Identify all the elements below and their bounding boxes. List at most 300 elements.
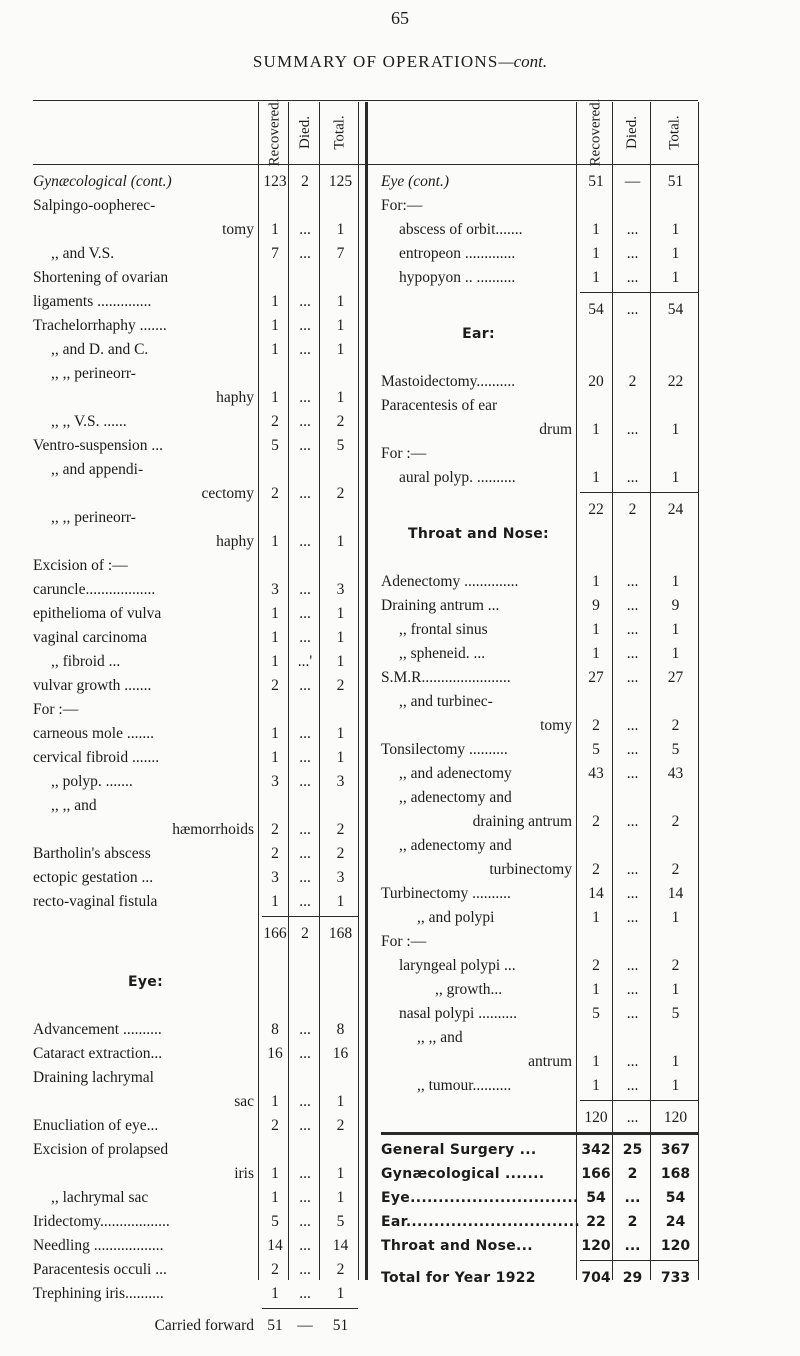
- total-cell: 54: [667, 301, 684, 318]
- table-row: [0, 858, 800, 882]
- recovered-cell: 1: [271, 1093, 279, 1110]
- row-label: antrum: [528, 1053, 572, 1070]
- total-cell: 2: [336, 1117, 345, 1134]
- row-label: For :—: [381, 445, 427, 462]
- total-cell: 2: [336, 413, 345, 430]
- recovered-cell: 20: [588, 373, 604, 390]
- recovered-cell: 120: [584, 1109, 608, 1126]
- subtotal-rule: [580, 292, 698, 293]
- recovered-cell: 1: [271, 749, 279, 766]
- recovered-cell: 3: [271, 581, 279, 598]
- column-header-label: Total.: [666, 114, 683, 150]
- table-row: [0, 1050, 800, 1074]
- died-cell: ...: [299, 1117, 311, 1134]
- total-cell: 27: [667, 669, 684, 686]
- died-cell: ...: [299, 293, 311, 310]
- total-cell: 2: [336, 845, 345, 862]
- row-label: Enucliation of eye...: [33, 1117, 159, 1134]
- total-cell: 1: [336, 725, 345, 742]
- table-row: [0, 1106, 800, 1130]
- recovered-cell: 1: [271, 725, 279, 742]
- died-cell: ...: [626, 957, 639, 974]
- total-cell: 1: [336, 1093, 345, 1110]
- table-row: [0, 882, 800, 906]
- died-cell: ...: [626, 301, 639, 318]
- table-row: [0, 714, 800, 738]
- row-label: Needling ..................: [33, 1237, 164, 1254]
- row-label: Paracentesis occuli ...: [33, 1261, 167, 1278]
- recovered-cell: 1: [271, 317, 279, 334]
- died-cell: ...: [626, 1005, 639, 1022]
- died-cell: ...: [299, 389, 311, 406]
- row-label: ectopic gestation ...: [33, 869, 154, 886]
- table-row: [0, 546, 800, 570]
- total-cell: 22: [667, 373, 684, 390]
- row-label: ,, adenectomy and: [399, 789, 512, 806]
- total-cell: 1: [336, 317, 345, 334]
- row-label: hypopyon .. ..........: [399, 269, 516, 286]
- recovered-cell: 1: [271, 293, 279, 310]
- died-cell: ...: [626, 645, 639, 662]
- column-header: [615, 100, 650, 164]
- died-cell: ...: [299, 605, 311, 622]
- summary-row: [0, 1186, 800, 1210]
- died-cell: ...: [299, 245, 311, 262]
- total-cell: 1: [671, 909, 680, 926]
- section-heading: [0, 522, 800, 546]
- died-cell: ...: [299, 1237, 311, 1254]
- recovered-cell: 2: [592, 717, 600, 734]
- row-label: haphy: [216, 533, 254, 550]
- died-cell: ...: [626, 597, 639, 614]
- died-cell: ...: [626, 765, 639, 782]
- died-cell: 2: [627, 1214, 638, 1230]
- recovered-cell: 166: [581, 1166, 611, 1182]
- recovered-cell: 2: [592, 813, 600, 830]
- table-row: [0, 1002, 800, 1026]
- row-label: Cataract extraction...: [33, 1045, 163, 1062]
- died-cell: ...': [297, 653, 313, 670]
- died-cell: ...: [299, 1093, 311, 1110]
- died-cell: ...: [299, 1165, 311, 1182]
- row-label: Tonsilectomy ..........: [381, 741, 508, 758]
- died-cell: ...: [299, 581, 311, 598]
- recovered-cell: 2: [271, 677, 279, 694]
- row-label: Shortening of ovarian: [33, 269, 169, 286]
- died-cell: ...: [299, 845, 311, 862]
- total-cell: 24: [667, 501, 684, 518]
- total-cell: 51: [332, 1317, 349, 1334]
- died-cell: ...: [626, 861, 639, 878]
- row-label: epithelioma of vulva: [33, 605, 162, 622]
- table-row: [0, 466, 800, 490]
- total-cell: 2: [336, 1261, 345, 1278]
- table-row: [0, 786, 800, 810]
- row-label: Throat and Nose:: [408, 526, 549, 542]
- table-row: [0, 570, 800, 594]
- row-label: turbinectomy: [489, 861, 572, 878]
- total-cell: 1: [671, 1053, 680, 1070]
- row-label: Trephining iris..........: [33, 1285, 164, 1302]
- row-label: Carried forward: [154, 1317, 254, 1334]
- recovered-cell: 166: [263, 925, 287, 942]
- summary-row: [0, 1266, 800, 1290]
- table-row: [0, 298, 800, 322]
- row-label: ,, and adenectomy: [399, 765, 512, 782]
- died-cell: ...: [626, 421, 639, 438]
- table-row: [0, 642, 800, 666]
- row-label: Eye:: [128, 974, 163, 990]
- total-cell: 1: [336, 1189, 345, 1206]
- column-header: [291, 100, 319, 164]
- row-label: ,, growth...: [435, 981, 503, 998]
- died-cell: ...: [299, 869, 311, 886]
- died-cell: ...: [299, 317, 311, 334]
- row-label: Throat and Nose...: [381, 1238, 533, 1254]
- row-label: Eye..............................: [381, 1190, 579, 1206]
- total-cell: 14: [332, 1237, 349, 1254]
- total-cell: 2: [336, 485, 345, 502]
- recovered-cell: 22: [588, 501, 604, 518]
- total-cell: 1: [336, 605, 345, 622]
- recovered-cell: 1: [592, 421, 600, 438]
- recovered-cell: 1: [592, 909, 600, 926]
- recovered-cell: 1: [271, 893, 279, 910]
- title-main: SUMMARY OF OPERATIONS: [252, 52, 499, 71]
- total-cell: 1: [336, 1285, 345, 1302]
- total-cell: 1: [671, 221, 680, 238]
- recovered-cell: 704: [581, 1270, 611, 1286]
- total-cell: 2: [671, 813, 680, 830]
- total-cell: 168: [660, 1166, 691, 1182]
- died-cell: 2: [301, 173, 309, 190]
- recovered-cell: 1: [271, 533, 279, 550]
- recovered-cell: 1: [271, 1189, 279, 1206]
- row-label: vaginal carcinoma: [33, 629, 148, 646]
- row-label: Salpingo-oopherec-: [33, 197, 156, 214]
- died-cell: ...: [299, 677, 311, 694]
- total-cell: 2: [671, 861, 680, 878]
- total-cell: 14: [667, 885, 684, 902]
- total-cell: 1: [671, 981, 680, 998]
- died-cell: 25: [622, 1142, 643, 1158]
- recovered-cell: 1: [271, 653, 279, 670]
- died-cell: 2: [628, 501, 637, 518]
- total-cell: 1: [671, 621, 680, 638]
- recovered-cell: 1: [271, 221, 279, 238]
- total-cell: 1: [671, 1077, 680, 1094]
- died-cell: ...: [299, 725, 311, 742]
- row-label: For :—: [33, 701, 79, 718]
- row-label: tomy: [540, 717, 572, 734]
- total-cell: 3: [336, 869, 345, 886]
- total-cell: 1: [336, 653, 345, 670]
- died-cell: ...: [299, 1021, 311, 1038]
- died-cell: —: [624, 173, 641, 190]
- row-label: ,, and polypi: [417, 909, 495, 926]
- row-label: Total for Year 1922: [381, 1270, 536, 1286]
- recovered-cell: 14: [588, 885, 604, 902]
- total-cell: 1: [336, 389, 345, 406]
- total-cell: 367: [660, 1142, 691, 1158]
- subtotal-rule: [580, 1260, 698, 1261]
- recovered-cell: 16: [267, 1045, 283, 1062]
- recovered-cell: 1: [271, 341, 279, 358]
- row-label: recto-vaginal fistula: [33, 893, 158, 910]
- row-label: ,, tumour..........: [417, 1077, 512, 1094]
- total-cell: 54: [665, 1190, 686, 1206]
- died-cell: ...: [626, 717, 639, 734]
- row-label: vulvar growth .......: [33, 677, 152, 694]
- recovered-cell: 1: [592, 621, 600, 638]
- total-cell: 2: [336, 821, 345, 838]
- died-cell: ...: [626, 1077, 639, 1094]
- total-cell: 1: [336, 893, 345, 910]
- total-cell: 1: [671, 645, 680, 662]
- recovered-cell: 1: [271, 1285, 279, 1302]
- table-row: [0, 762, 800, 786]
- table-row: [0, 346, 800, 370]
- recovered-cell: 1: [592, 573, 600, 590]
- total-cell: 1: [671, 245, 680, 262]
- total-cell: 5: [671, 1005, 680, 1022]
- row-label: hæmorrhoids: [172, 821, 254, 838]
- summary-row: [0, 1234, 800, 1258]
- total-cell: 8: [336, 1021, 345, 1038]
- table-row: [0, 810, 800, 834]
- recovered-cell: 54: [588, 301, 604, 318]
- died-cell: ...: [299, 485, 311, 502]
- total-cell: 1: [336, 1165, 345, 1182]
- row-label: For:—: [381, 197, 423, 214]
- total-cell: 5: [671, 741, 680, 758]
- recovered-cell: 7: [271, 245, 279, 262]
- recovered-cell: 54: [586, 1190, 606, 1206]
- table-row: [0, 906, 800, 930]
- recovered-cell: 3: [271, 773, 279, 790]
- row-label: Ear...............................: [381, 1214, 580, 1230]
- died-cell: ...: [299, 1189, 311, 1206]
- row-label: Excision of prolapsed: [33, 1141, 169, 1158]
- row-label: nasal polypi ..........: [399, 1005, 517, 1022]
- recovered-cell: 1: [592, 1077, 600, 1094]
- column-header-label: Died.: [623, 115, 640, 149]
- died-cell: ...: [299, 629, 311, 646]
- recovered-cell: 1: [271, 389, 279, 406]
- table-row: [0, 978, 800, 1002]
- table-row: [0, 930, 800, 954]
- died-cell: ...: [626, 909, 639, 926]
- row-label: carneous mole .......: [33, 725, 154, 742]
- column-header-label: Died.: [296, 115, 313, 149]
- total-cell: 7: [336, 245, 345, 262]
- row-label: drum: [539, 421, 572, 438]
- died-cell: ...: [299, 221, 311, 238]
- table-row: [0, 418, 800, 442]
- row-label: abscess of orbit.......: [399, 221, 523, 238]
- died-cell: ...: [626, 741, 639, 758]
- row-label: Bartholin's abscess: [33, 845, 151, 862]
- recovered-cell: 1: [592, 469, 600, 486]
- total-cell: 1: [336, 221, 345, 238]
- total-cell: 120: [663, 1109, 688, 1126]
- died-cell: ...: [299, 749, 311, 766]
- died-cell: ...: [624, 1190, 641, 1206]
- row-label: For :—: [381, 933, 427, 950]
- died-cell: ...: [626, 221, 639, 238]
- total-cell: 1: [336, 293, 345, 310]
- table-row: [0, 266, 800, 290]
- table-row: [0, 218, 800, 242]
- recovered-cell: 3: [271, 869, 279, 886]
- row-label: Trachelorrhaphy .......: [33, 317, 167, 334]
- row-label: ,, and turbinec-: [399, 693, 493, 710]
- table-row: [0, 370, 800, 394]
- table-row: [0, 394, 800, 418]
- table-row: [0, 834, 800, 858]
- row-label: cervical fibroid .......: [33, 749, 160, 766]
- total-cell: 120: [660, 1238, 691, 1254]
- died-cell: ...: [299, 413, 311, 430]
- died-cell: ...: [626, 885, 639, 902]
- column-header: [653, 100, 698, 164]
- row-label: ,, and appendi-: [51, 461, 144, 478]
- row-label: Adenectomy ..............: [381, 573, 519, 590]
- total-cell: 1: [336, 749, 345, 766]
- total-cell: 2: [336, 677, 345, 694]
- recovered-cell: 1: [271, 605, 279, 622]
- table-row: [0, 498, 800, 522]
- row-label: Gynæcological .......: [381, 1166, 545, 1182]
- table-row: [0, 1026, 800, 1050]
- died-cell: ...: [299, 341, 311, 358]
- table-row: [0, 242, 800, 266]
- row-label: ,, ,, V.S. ......: [51, 413, 127, 430]
- recovered-cell: 5: [271, 1213, 279, 1230]
- total-cell: 1: [671, 469, 680, 486]
- recovered-cell: 2: [271, 1261, 279, 1278]
- total-cell: 1: [336, 533, 345, 550]
- column-header-label: Recovered.: [266, 98, 283, 166]
- recovered-cell: 1: [592, 1053, 600, 1070]
- table-row: [0, 1074, 800, 1098]
- recovered-cell: 1: [271, 629, 279, 646]
- died-cell: 2: [628, 373, 637, 390]
- total-cell: 24: [665, 1214, 686, 1230]
- died-cell: ...: [626, 1053, 639, 1070]
- column-header-label: Total.: [331, 114, 348, 150]
- recovered-cell: 120: [581, 1238, 611, 1254]
- recovered-cell: 1: [592, 645, 600, 662]
- recovered-cell: 51: [267, 1317, 283, 1334]
- row-label: ,, lachrymal sac: [51, 1189, 149, 1206]
- table-row: [0, 690, 800, 714]
- died-cell: ...: [626, 573, 639, 590]
- died-cell: ...: [299, 533, 311, 550]
- died-cell: ...: [299, 893, 311, 910]
- row-label: Ear:: [462, 326, 495, 342]
- table-row: [0, 666, 800, 690]
- died-cell: ...: [626, 1109, 639, 1126]
- row-label: Advancement ..........: [33, 1021, 162, 1038]
- total-cell: 2: [671, 717, 680, 734]
- row-label: cectomy: [201, 485, 254, 502]
- recovered-cell: 27: [588, 669, 604, 686]
- died-cell: ...: [624, 1238, 641, 1254]
- died-cell: ...: [626, 245, 639, 262]
- row-label: tomy: [222, 221, 254, 238]
- section-thick-rule: [381, 1132, 698, 1135]
- total-cell: 43: [667, 765, 684, 782]
- recovered-cell: 2: [592, 957, 600, 974]
- row-label: ,, ,, and: [417, 1029, 463, 1046]
- row-label: ,, fibroid ...: [51, 653, 121, 670]
- died-cell: 2: [301, 925, 309, 942]
- page-title: [0, 52, 800, 72]
- died-cell: 2: [627, 1166, 638, 1182]
- row-label: ,, frontal sinus: [399, 621, 488, 638]
- total-cell: 5: [336, 1213, 345, 1230]
- recovered-cell: 5: [592, 741, 600, 758]
- recovered-cell: 2: [271, 845, 279, 862]
- row-label: ,, ,, perineorr-: [51, 509, 136, 526]
- row-label: Mastoidectomy..........: [381, 373, 516, 390]
- title-suffix: —cont.: [498, 52, 548, 71]
- table-row: [0, 954, 800, 978]
- table-row: [0, 442, 800, 466]
- recovered-cell: 1: [271, 1165, 279, 1182]
- died-cell: ...: [626, 621, 639, 638]
- recovered-cell: 43: [588, 765, 604, 782]
- row-label: ,, adenectomy and: [399, 837, 512, 854]
- table-row: [0, 194, 800, 218]
- row-label: ,, spheneid. ...: [399, 645, 486, 662]
- row-label: Eye (cont.): [381, 173, 449, 190]
- row-label: draining antrum: [472, 813, 572, 830]
- died-cell: ...: [626, 269, 639, 286]
- row-label: ,, polyp. .......: [51, 773, 133, 790]
- row-label: aural polyp. ..........: [399, 469, 516, 486]
- row-label: Draining lachrymal: [33, 1069, 154, 1086]
- recovered-cell: 2: [271, 1117, 279, 1134]
- total-cell: 3: [336, 581, 345, 598]
- row-label: ligaments ..............: [33, 293, 152, 310]
- recovered-cell: 1: [592, 245, 600, 262]
- table-row: [0, 618, 800, 642]
- recovered-cell: 2: [271, 821, 279, 838]
- column-header: [262, 100, 288, 164]
- table-row: [0, 738, 800, 762]
- column-header: [323, 100, 358, 164]
- died-cell: ...: [626, 669, 639, 686]
- recovered-cell: 342: [581, 1142, 611, 1158]
- column-header: [580, 100, 612, 164]
- died-cell: —: [297, 1317, 313, 1334]
- recovered-cell: 2: [271, 413, 279, 430]
- table-row: [0, 1314, 800, 1338]
- total-cell: 51: [667, 173, 684, 190]
- row-label: Excision of :—: [33, 557, 128, 574]
- died-cell: ...: [299, 1285, 311, 1302]
- total-cell: 1: [671, 573, 680, 590]
- row-label: entropeon .............: [399, 245, 516, 262]
- subtotal-rule: [580, 1100, 698, 1101]
- column-header-label: Recovered.: [587, 98, 604, 166]
- row-label: General Surgery ...: [381, 1142, 537, 1158]
- row-label: Iridectomy..................: [33, 1213, 170, 1230]
- row-label: laryngeal polypi ...: [399, 957, 516, 974]
- total-cell: 1: [336, 341, 345, 358]
